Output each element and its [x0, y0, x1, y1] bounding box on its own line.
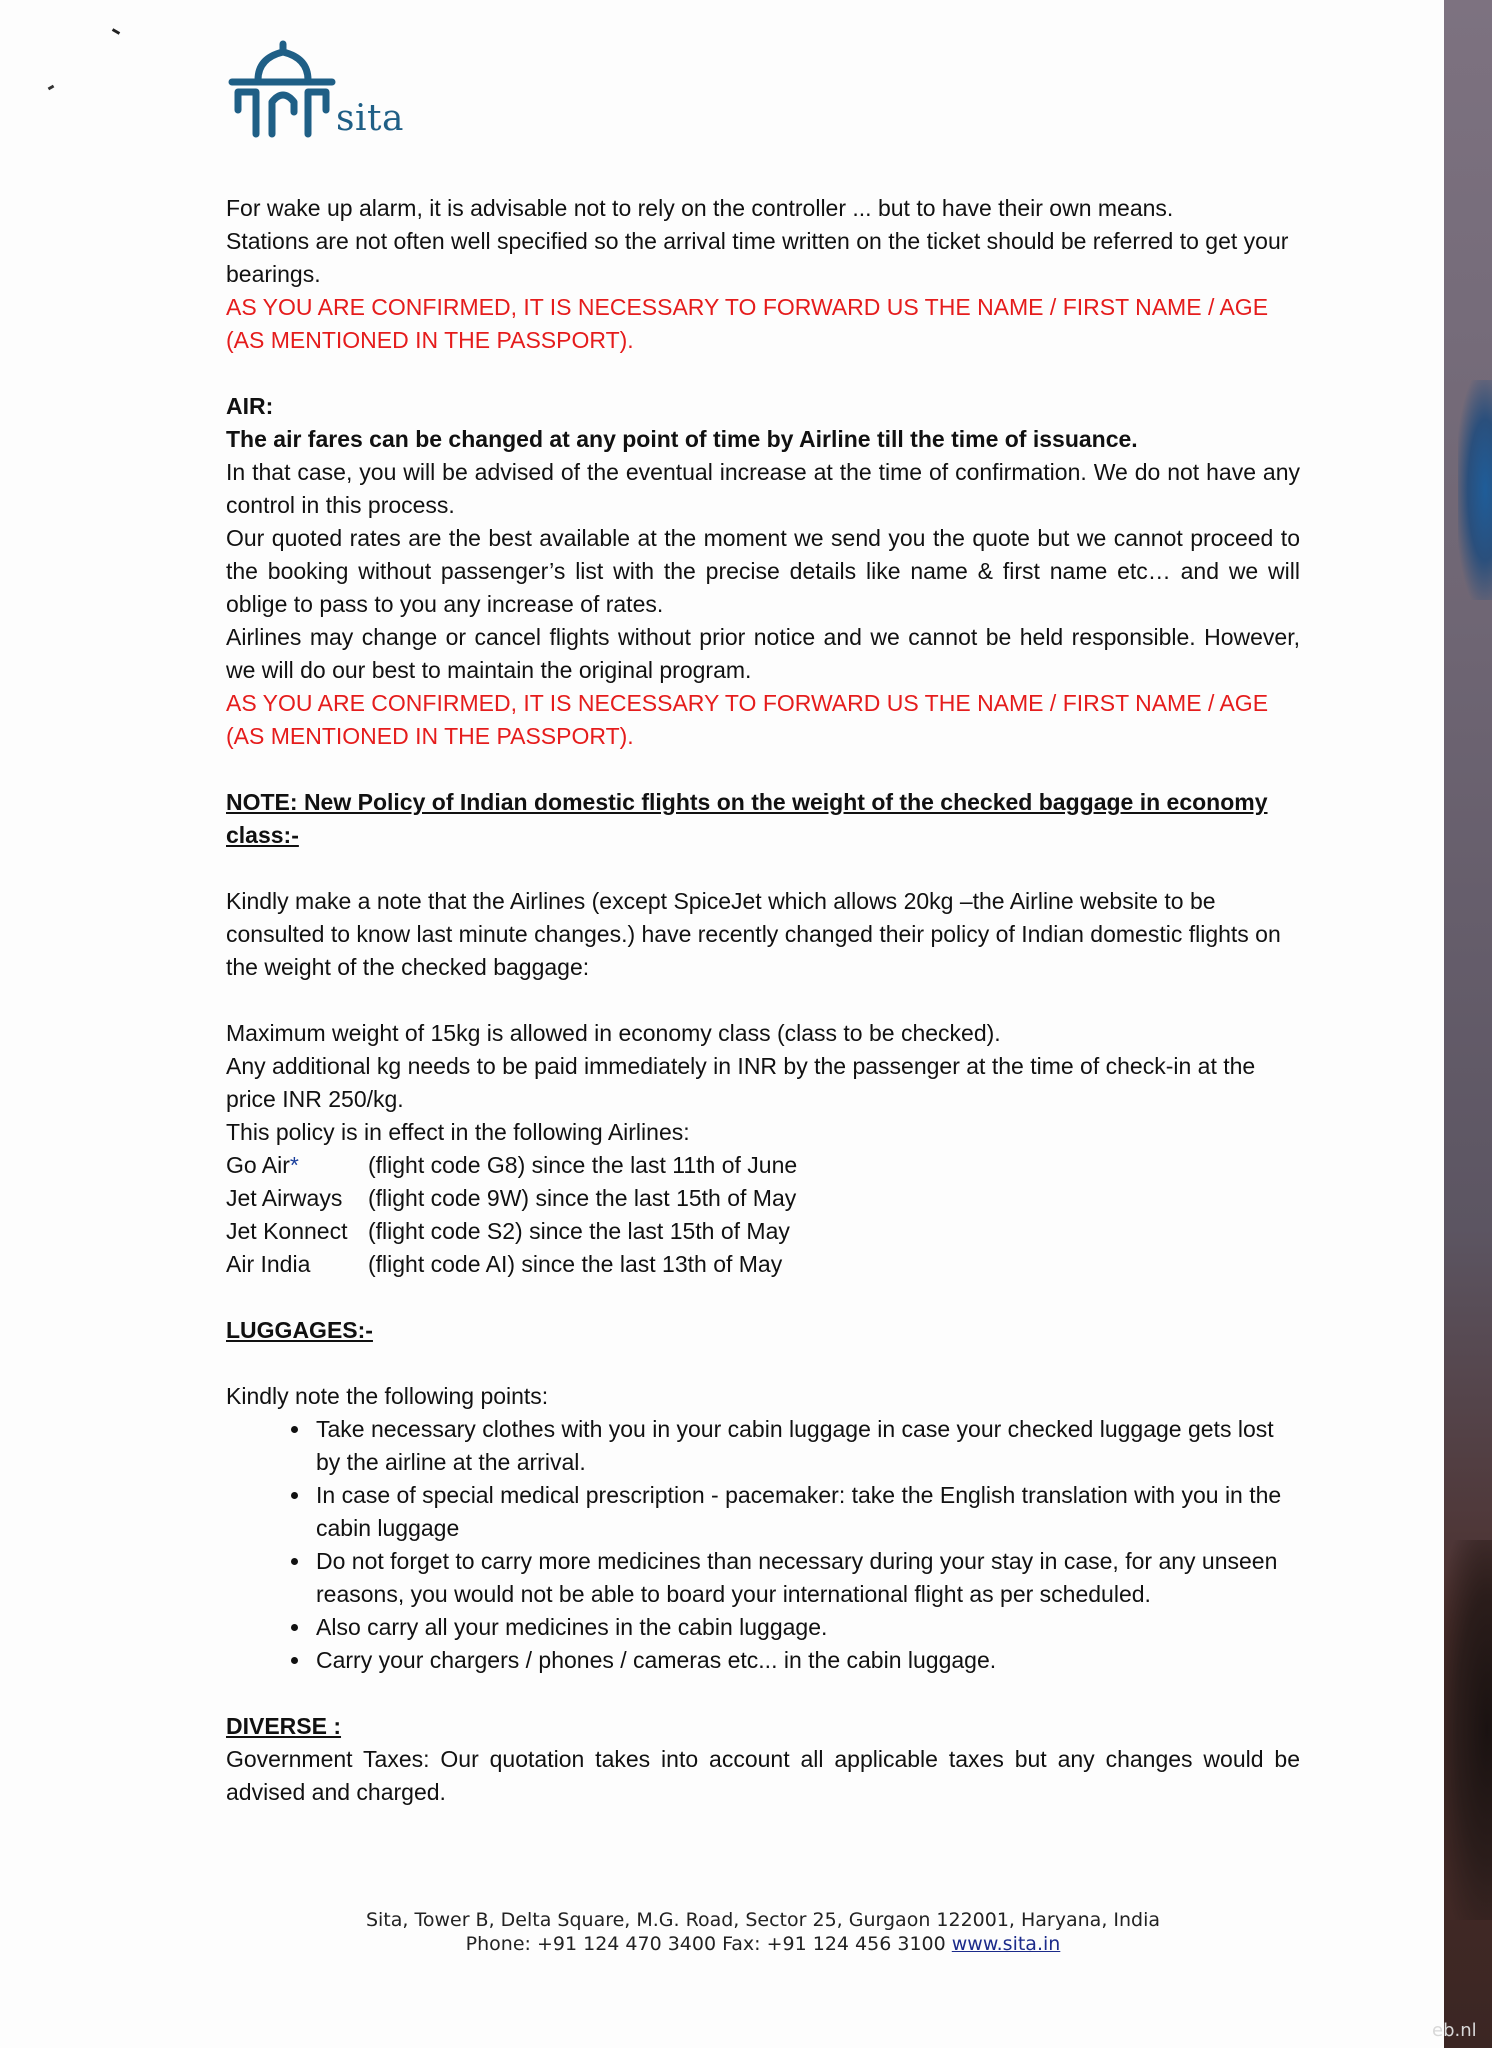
airline-detail: (flight code S2) since the last 15th of May — [368, 1218, 790, 1244]
luggages-heading: LUGGAGES:- — [226, 1317, 373, 1343]
baggage-policy-line: Maximum weight of 15kg is allowed in economy class (class to be checked). — [226, 1020, 1001, 1046]
air-heading: AIR: — [226, 393, 274, 419]
confirmation-notice: AS YOU ARE CONFIRMED, IT IS NECESSARY TO FORWARD US THE NAME / FIRST NAME / AGE (AS MENTIONED IN THE PASSPORT). — [226, 294, 1269, 353]
luggage-tips-list — [226, 1413, 1300, 1677]
airline-footnote-marker: * — [289, 1152, 299, 1178]
airline-row — [226, 1182, 1300, 1215]
document-body — [226, 192, 1300, 1809]
list-item: • Carry your chargers / phones / cameras etc... in the cabin luggage. — [312, 1644, 1300, 1677]
airline-name: Jet Airways — [226, 1185, 343, 1211]
baggage-policy-heading: NOTE: New Policy of Indian domestic flights on the weight of the checked baggage in economy class:- — [226, 789, 1268, 848]
airline-detail: (flight code G8) since the last 11th of June — [368, 1152, 798, 1178]
air-fares-notice: The air fares can be changed at any point of time by Airline till the time of issuance. — [226, 426, 1138, 452]
website-link[interactable]: www.sita.in — [951, 1933, 1061, 1955]
air-paragraph: In that case, you will be advised of the eventual increase at the time of confirmation. We do not have any control in this process. — [226, 459, 1300, 518]
airline-name: Air India — [226, 1251, 311, 1277]
diverse-paragraph: Government Taxes: Our quotation takes into account all applicable taxes but any changes would be advised and charged. — [226, 1746, 1300, 1805]
scan-speck — [48, 85, 55, 91]
footer-address: Sita, Tower B, Delta Square, M.G. Road, Sector 25, Gurgaon 122001, Haryana, India — [365, 1909, 1161, 1931]
airline-row — [226, 1215, 1300, 1248]
baggage-policy-line: This policy is in effect in the following Airlines: — [226, 1119, 690, 1145]
footer-contact — [226, 1932, 1300, 1956]
airline-name: Jet Konnect — [226, 1218, 348, 1244]
airline-name: Go Air — [226, 1152, 290, 1178]
air-paragraph: Airlines may change or cancel flights without prior notice and we cannot be held responsible. However, we will do our best to maintain the original program. — [226, 624, 1300, 683]
logo-wordmark: sita — [336, 98, 404, 139]
scan-background-edge — [1444, 0, 1492, 2048]
airline-detail: (flight code 9W) since the last 15th of May — [368, 1185, 797, 1211]
diverse-heading: DIVERSE : — [226, 1713, 342, 1739]
intro-alarm-text: For wake up alarm, it is advisable not to rely on the controller ... but to have their own means. — [226, 195, 1174, 221]
letterhead-footer — [226, 1908, 1300, 1956]
list-item: • Do not forget to carry more medicines than necessary during your stay in case, for any unseen reasons, you would not be able to board your international flight as per scheduled. — [312, 1545, 1300, 1611]
luggages-intro: Kindly note the following points: — [226, 1383, 549, 1409]
airline-row — [226, 1149, 1300, 1182]
airline-detail: (flight code AI) since the last 13th of May — [368, 1251, 783, 1277]
airline-list — [226, 1149, 1300, 1281]
list-item: • Take necessary clothes with you in your cabin luggage in case your checked luggage gets lost by the airline at the arrival. — [312, 1413, 1300, 1479]
intro-stations-text: Stations are not often well specified so the arrival time written on the ticket should be referred to get your bearings. — [226, 228, 1289, 287]
baggage-policy-paragraph: Kindly make a note that the Airlines (except SpiceJet which allows 20kg –the Airline website to be consulted to know last minute changes.) have recently changed their policy of Indian domestic flights on the weight of the checked baggage: — [226, 888, 1281, 980]
airline-row — [226, 1248, 1300, 1281]
watermark: eb.nl — [1432, 2020, 1477, 2041]
confirmation-notice: AS YOU ARE CONFIRMED, IT IS NECESSARY TO FORWARD US THE NAME / FIRST NAME / AGE (AS MENTIONED IN THE PASSPORT). — [226, 690, 1269, 749]
air-paragraph: Our quoted rates are the best available at the moment we send you the quote but we cannot proceed to the booking without passenger’s list with the precise details like name & first name etc… and we will oblige to pass to you any increase of rates. — [226, 525, 1300, 617]
footer-phone-fax: Phone: +91 124 470 3400 Fax: +91 124 456 3100 — [465, 1933, 946, 1955]
list-item: • Also carry all your medicines in the cabin luggage. — [312, 1611, 1300, 1644]
baggage-policy-line: Any additional kg needs to be paid immediately in INR by the passenger at the time of check-in at the price INR 250/kg. — [226, 1053, 1256, 1112]
scan-speck — [112, 28, 120, 35]
list-item: • In case of special medical prescription - pacemaker: take the English translation with you in the cabin luggage — [312, 1479, 1300, 1545]
